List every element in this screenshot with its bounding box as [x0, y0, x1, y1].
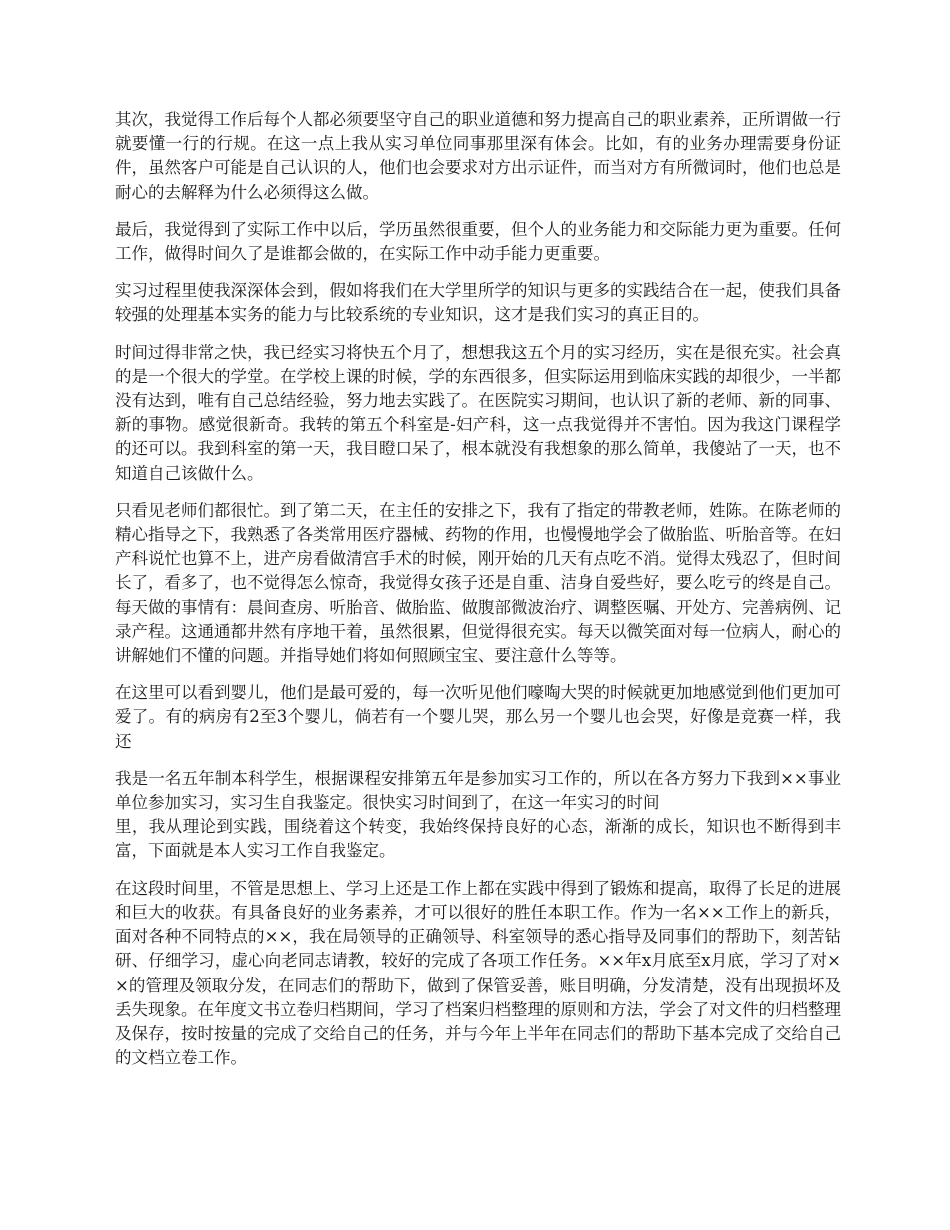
paragraph: 只看见老师们都很忙。到了第二天，在主任的安排之下，我有了指定的带教老师，姓陈。在陈老师的精心指导之下，我熟悉了各类常用医疗器械、药物的作用，也慢慢地学会了做胎监、听胎音等。在妇产科说忙也算不上，进产房看做清宫手术的时候，刚开始的几天有点吃不消。觉得太残忍了，但时间长了，看多了，也不觉得怎么惊奇，我觉得女孩子还是自重、洁身自爱些好，要么吃亏的终是自己。每天做的事情有：晨间查房、听胎音、做胎监、做腹部微波治疗、调整医嘱、开处方、完善病例、记录产程。这通通都井然有序地干着，虽然很累，但觉得很充实。每天以微笑面对每一位病人，耐心的讲解她们不懂的问题。并指导她们将如何照顾宝宝、要注意什么等等。	[115, 500, 841, 666]
paragraph: 我是一名五年制本科学生，根据课程安排第五年是参加实习工作的，所以在各方努力下我到××事业单位参加实习，实习生自我鉴定。很快实习时间到了，在这一年实习的时间 里，我从理论到实践，围绕着这个转变，我始终保持良好的心态，渐渐的成长，知识也不断得到丰富，下面就是本人实习工作自我鉴定。	[115, 768, 841, 861]
paragraph: 其次，我觉得工作后每个人都必须要坚守自己的职业道德和努力提高自己的职业素养，正所谓做一行就要懂一行的行规。在这一点上我从实习单位同事那里深有体会。比如，有的业务办理需要身份证件，虽然客户可能是自己认识的人，他们也会要求对方出示证件，而当对方有所微词时，他们也总是耐心的去解释为什么必须得这么做。	[115, 110, 841, 202]
paragraph: 时间过得非常之快，我已经实习将快五个月了，想想我这五个月的实习经历，实在是很充实。社会真的是一个很大的学堂。在学校上课的时候，学的东西很多，但实际运用到临床实践的却很少，一半都没有达到，唯有自己总结经验，努力地去实践了。在医院实习期间，也认识了新的老师、新的同事、新的事物。感觉很新奇。我转的第五个科室是-妇产科，这一点我觉得并不害怕。因为我这门课程学的还可以。我到科室的第一天，我目瞪口呆了，根本就没有我想象的那么简单，我傻站了一天，也不知道自己该做什么。	[115, 342, 841, 483]
paragraph: 在这段时间里，不管是思想上、学习上还是工作上都在实践中得到了锻炼和提高，取得了长足的进展和巨大的收获。有具备良好的业务素养，才可以很好的胜任本职工作。作为一名××工作上的新兵，面对各种不同特点的××，我在局领导的正确领导、科室领导的悉心指导及同事们的帮助下，刻苦钻研、仔细学习，虚心向老同志请教，较好的完成了各项工作任务。××年x月底至x月底，学习了对××的管理及领取分发，在同志们的帮助下，做到了保管妥善，账目明确，分发清楚，没有出现损坏及丢失现象。在年度文书立卷归档期间，学习了档案归档整理的原则和方法，学会了对文件的归档整理及保存，按时按量的完成了交给自己的任务，并与今年上半年在同志们的帮助下基本完成了交给自己的文档立卷工作。	[115, 878, 841, 1068]
paragraph: 在这里可以看到婴儿，他们是最可爱的，每一次听见他们嚎啕大哭的时候就更加地感觉到他们更加可爱了。有的病房有2至3个婴儿，倘若有一个婴儿哭，那么另一个婴儿也会哭，好像是竞赛一样，我还	[115, 683, 841, 751]
paragraph: 最后，我觉得到了实际工作中以后，学历虽然很重要，但个人的业务能力和交际能力更为重要。任何工作，做得时间久了是谁都会做的，在实际工作中动手能力更重要。	[115, 219, 841, 264]
document-body	[115, 108, 841, 1083]
paragraph: 实习过程里使我深深体会到，假如将我们在大学里所学的知识与更多的实践结合在一起，使我们具备较强的处理基本实务的能力与比较系统的专业知识，这才是我们实习的真正目的。	[115, 281, 841, 325]
